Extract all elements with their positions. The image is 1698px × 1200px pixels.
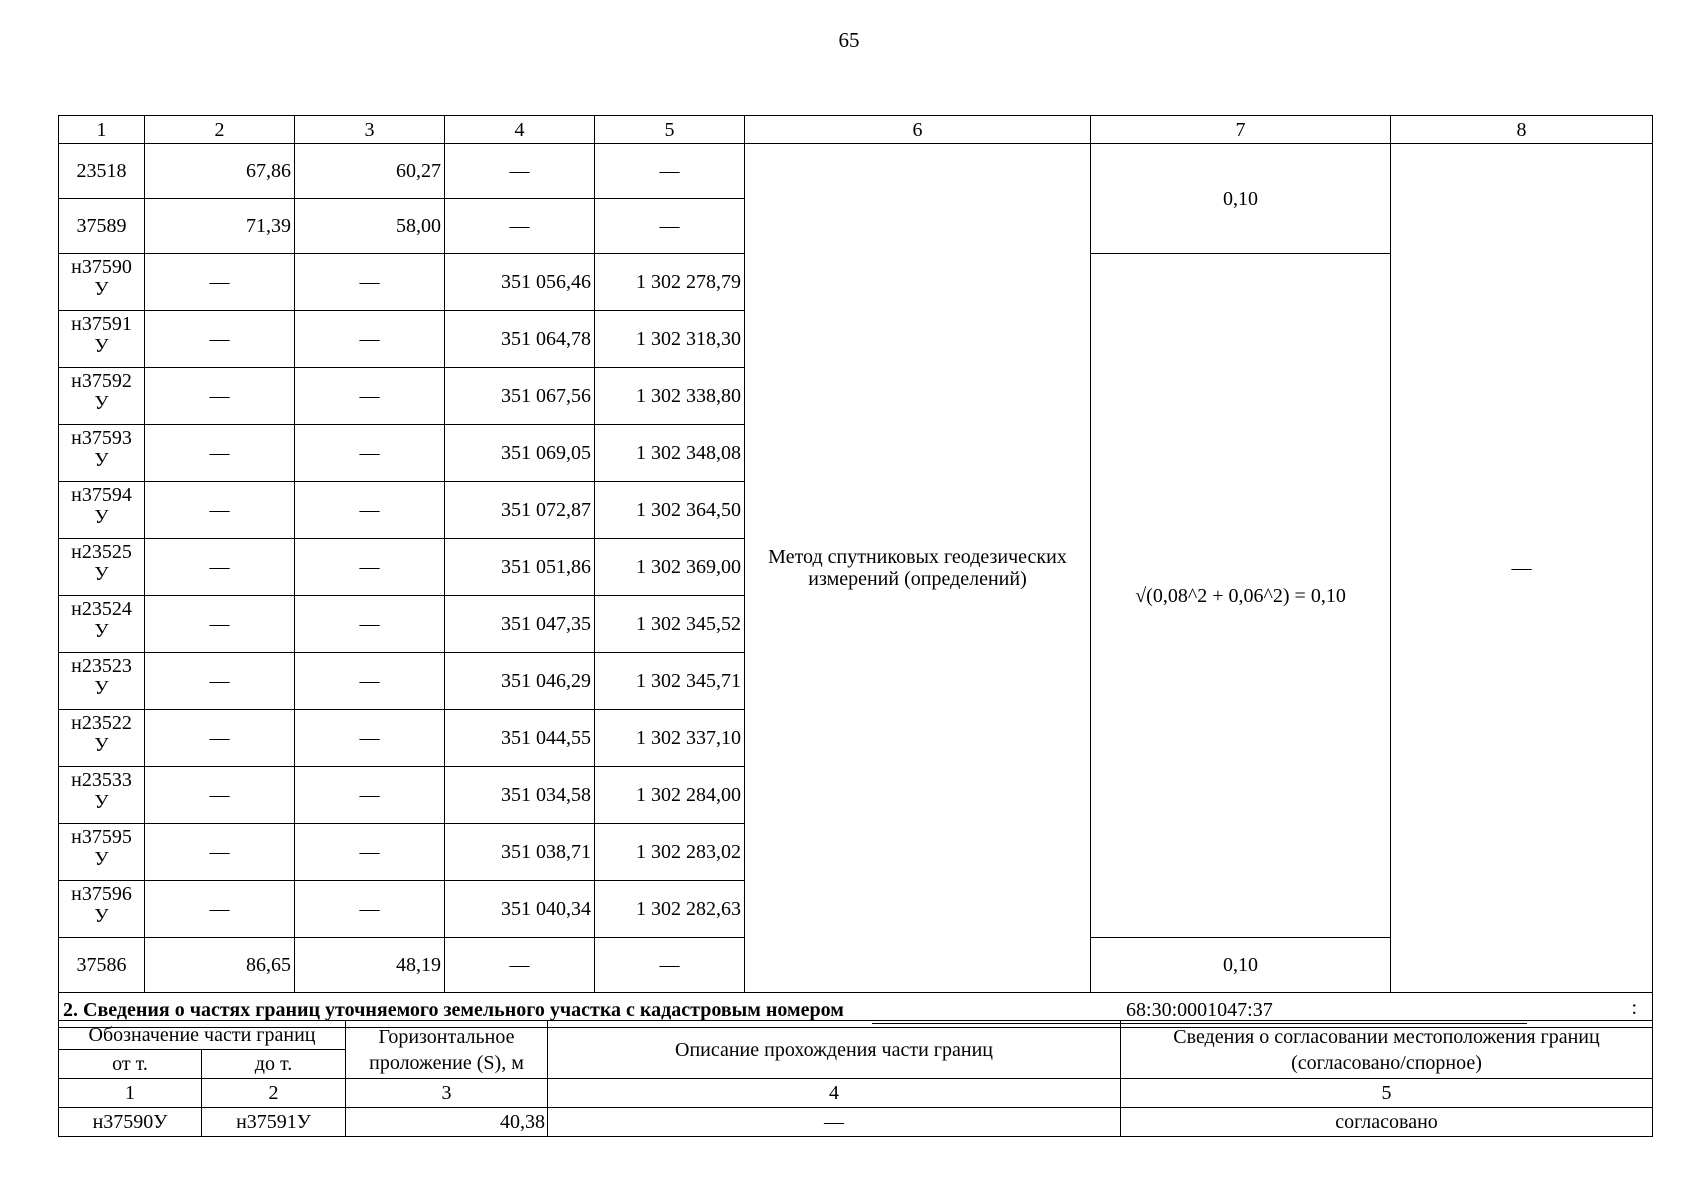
new-y: 1 302 345,71: [595, 653, 745, 710]
new-x: —: [445, 199, 595, 254]
point-id-suffix: У: [94, 335, 109, 357]
column-number: 4: [548, 1079, 1121, 1108]
column-number: 2: [145, 116, 295, 144]
column-number: 2: [202, 1079, 346, 1108]
existing-x: —: [145, 539, 295, 596]
boundary-parts-table: [58, 1020, 1653, 1137]
existing-y: —: [295, 311, 445, 368]
existing-x: —: [145, 767, 295, 824]
from-point-header: от т.: [59, 1050, 202, 1079]
point-id-suffix: У: [94, 506, 109, 528]
point-id-line: н37592: [71, 370, 132, 392]
point-id-line: н23523: [71, 655, 132, 677]
point-id: [59, 539, 145, 596]
column-number: 1: [59, 1079, 202, 1108]
point-id: [59, 368, 145, 425]
existing-x: —: [145, 596, 295, 653]
section-2-title: 2. Сведения о частях границ уточняемого земельного участка с кадастровым номером: [63, 998, 844, 1021]
column-8-value: —: [1391, 144, 1653, 993]
column-number: 5: [595, 116, 745, 144]
new-x: 351 056,46: [445, 254, 595, 311]
column-number: 3: [295, 116, 445, 144]
existing-x: —: [145, 881, 295, 938]
new-x: —: [445, 938, 595, 993]
new-y: —: [595, 144, 745, 199]
new-y: 1 302 284,00: [595, 767, 745, 824]
new-x: 351 040,34: [445, 881, 595, 938]
point-id-suffix: У: [94, 449, 109, 471]
point-id-line: н37596: [71, 883, 132, 905]
column-number: 8: [1391, 116, 1653, 144]
measurement-method: Метод спутниковых геодезических измерений (определений): [745, 144, 1091, 993]
new-y: 1 302 348,08: [595, 425, 745, 482]
point-id-line: 37586: [76, 954, 127, 976]
point-id-suffix: У: [94, 905, 109, 927]
heading-colon: :: [1631, 996, 1637, 1019]
point-id: [59, 144, 145, 199]
length-header: Горизонтальное проложение (S), м: [346, 1021, 548, 1079]
point-id: [59, 254, 145, 311]
new-x: 351 067,56: [445, 368, 595, 425]
point-id-line: н37593: [71, 427, 132, 449]
column-number: 4: [445, 116, 595, 144]
point-id-suffix: У: [94, 278, 109, 300]
column-number: 3: [346, 1079, 548, 1108]
existing-y: 58,00: [295, 199, 445, 254]
point-id-line: н23522: [71, 712, 132, 734]
existing-y: 60,27: [295, 144, 445, 199]
existing-x: —: [145, 368, 295, 425]
existing-y: —: [295, 482, 445, 539]
existing-x: 86,65: [145, 938, 295, 993]
column-number-row: [59, 116, 1653, 144]
new-x: 351 064,78: [445, 311, 595, 368]
point-id-suffix: У: [94, 734, 109, 756]
parts-header-row: [59, 1021, 1653, 1050]
new-x: 351 069,05: [445, 425, 595, 482]
point-id: [59, 653, 145, 710]
designation-header: Обозначение части границ: [59, 1021, 346, 1050]
accuracy-value: 0,10: [1091, 144, 1391, 254]
point-id: [59, 881, 145, 938]
to-point-header: до т.: [202, 1050, 346, 1079]
point-id-line: н37594: [71, 484, 132, 506]
new-y: —: [595, 938, 745, 993]
boundary-description: —: [548, 1108, 1121, 1137]
column-number: 6: [745, 116, 1091, 144]
new-y: 1 302 345,52: [595, 596, 745, 653]
existing-x: —: [145, 311, 295, 368]
point-id: [59, 710, 145, 767]
point-id-suffix: У: [94, 677, 109, 699]
new-y: 1 302 364,50: [595, 482, 745, 539]
point-id-line: н23524: [71, 598, 132, 620]
point-id: [59, 767, 145, 824]
column-number: 7: [1091, 116, 1391, 144]
agreement-header: Сведения о согласовании местоположения границ (согласовано/спорное): [1121, 1021, 1653, 1079]
point-id-line: 37589: [76, 215, 127, 237]
column-number: 1: [59, 116, 145, 144]
existing-x: —: [145, 653, 295, 710]
page-number: 65: [838, 28, 860, 52]
existing-x: —: [145, 482, 295, 539]
new-y: 1 302 369,00: [595, 539, 745, 596]
new-y: 1 302 338,80: [595, 368, 745, 425]
existing-x: —: [145, 425, 295, 482]
point-id-line: н23533: [71, 769, 132, 791]
point-id: [59, 425, 145, 482]
new-y: —: [595, 199, 745, 254]
parts-data-row: [59, 1108, 1653, 1137]
existing-y: —: [295, 653, 445, 710]
point-id-line: н37595: [71, 826, 132, 848]
existing-y: —: [295, 254, 445, 311]
agreement-status: согласовано: [1121, 1108, 1653, 1137]
new-x: 351 051,86: [445, 539, 595, 596]
existing-y: —: [295, 425, 445, 482]
coordinates-table: [58, 115, 1653, 1028]
new-x: 351 047,35: [445, 596, 595, 653]
new-x: 351 072,87: [445, 482, 595, 539]
existing-y: —: [295, 539, 445, 596]
existing-y: 48,19: [295, 938, 445, 993]
new-x: 351 044,55: [445, 710, 595, 767]
existing-x: —: [145, 710, 295, 767]
new-x: —: [445, 144, 595, 199]
accuracy-formula: √(0,08^2 + 0,06^2) = 0,10: [1091, 254, 1391, 938]
new-x: 351 038,71: [445, 824, 595, 881]
existing-x: —: [145, 824, 295, 881]
table-row: [59, 144, 1653, 199]
point-id: [59, 482, 145, 539]
point-id-line: н37590: [71, 256, 132, 278]
existing-y: —: [295, 881, 445, 938]
to-point: н37591У: [202, 1108, 346, 1137]
point-id-suffix: У: [94, 563, 109, 585]
point-id: [59, 938, 145, 993]
point-id: [59, 824, 145, 881]
point-id-line: н37591: [71, 313, 132, 335]
point-id-line: 23518: [76, 160, 127, 182]
point-id-suffix: У: [94, 620, 109, 642]
horizontal-length: 40,38: [346, 1108, 548, 1137]
new-y: 1 302 282,63: [595, 881, 745, 938]
coordinates-table-body: [59, 116, 1653, 993]
new-y: 1 302 278,79: [595, 254, 745, 311]
point-id: [59, 311, 145, 368]
existing-y: —: [295, 368, 445, 425]
existing-x: 71,39: [145, 199, 295, 254]
existing-x: —: [145, 254, 295, 311]
accuracy-value: 0,10: [1091, 938, 1391, 993]
point-id-suffix: У: [94, 848, 109, 870]
from-point: н37590У: [59, 1108, 202, 1137]
existing-y: —: [295, 710, 445, 767]
column-number: 5: [1121, 1079, 1653, 1108]
description-header: Описание прохождения части границ: [548, 1021, 1121, 1079]
new-x: 351 046,29: [445, 653, 595, 710]
existing-y: —: [295, 824, 445, 881]
point-id-line: н23525: [71, 541, 132, 563]
parts-column-number-row: [59, 1079, 1653, 1108]
point-id-suffix: У: [94, 392, 109, 414]
new-y: 1 302 283,02: [595, 824, 745, 881]
new-x: 351 034,58: [445, 767, 595, 824]
new-y: 1 302 337,10: [595, 710, 745, 767]
point-id: [59, 199, 145, 254]
existing-y: —: [295, 767, 445, 824]
point-id: [59, 596, 145, 653]
existing-x: 67,86: [145, 144, 295, 199]
point-id-suffix: У: [94, 791, 109, 813]
cadastral-number: 68:30:0001047:37: [872, 997, 1527, 1024]
existing-y: —: [295, 596, 445, 653]
new-y: 1 302 318,30: [595, 311, 745, 368]
